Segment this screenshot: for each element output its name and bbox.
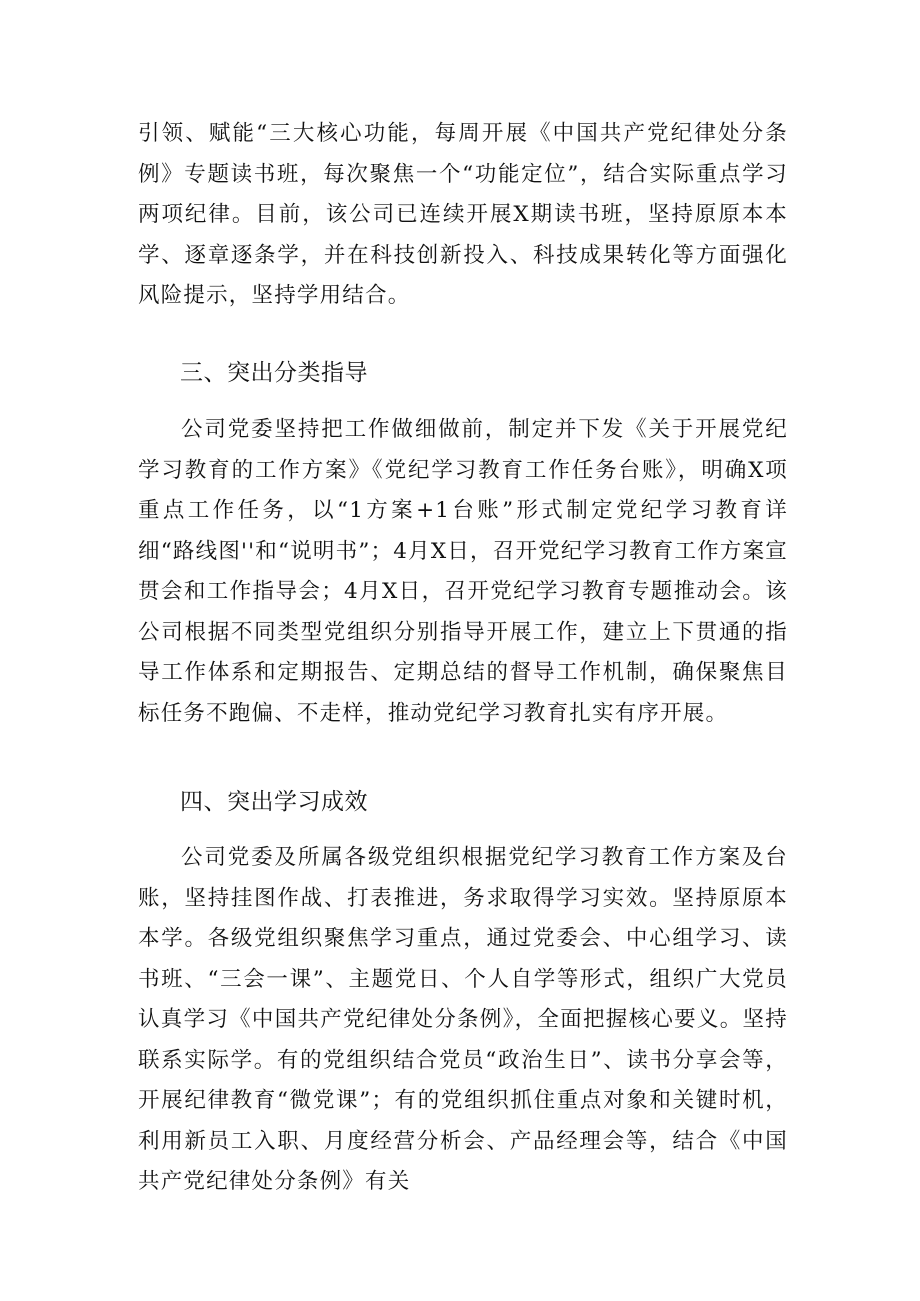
- section-heading-3: 三、突出分类指导: [180, 360, 368, 386]
- section-heading-4: 四、突出学习成效: [180, 789, 368, 815]
- paragraph-learning-results: 公司党委及所属各级党组织根据党纪学习教育工作方案及台账，坚持挂图作战、打表推进，务求取得学习实效。坚持原原本本学。各级党组织聚焦学习重点，通过党委会、中心组学习、读书班、“三会一课”、主题党日、个人自学等形式，组织广大党员认真学习《中国共产党纪律处分条例》，全面把握核心要义。坚持联系实际学。有的党组织结合党员“政治生日”、读书分享会等，开展纪律教育“微党课”；有的党组织抓住重点对象和关键时机，利用新员工入职、月度经营分析会、产品经理会等，结合《中国共产党纪律处分条例》有关: [138, 845, 788, 1194]
- paragraph-classification-guidance: 公司党委坚持把工作做细做前，制定并下发《关于开展党纪学习教育的工作方案》《党纪学习教育工作任务台账》，明确X项重点工作任务，以“1方案+1台账”形式制定党纪学习教育详细“路线图''和“说明书”；4月X日，召开党纪学习教育工作方案宣贯会和工作指导会；4月X日，召开党纪学习教育专题推动会。该公司根据不同类型党组织分别指导开展工作，建立上下贯通的指导工作体系和定期报告、定期总结的督导工作机制，确保聚焦目标任务不跑偏、不走样，推动党纪学习教育扎实有序开展。: [138, 417, 788, 726]
- paragraph-continued: 引领、赋能“三大核心功能，每周开展《中国共产党纪律处分条例》专题读书班，每次聚焦一个“功能定位”，结合实际重点学习两项纪律。目前，该公司已连续开展X期读书班，坚持原原本本学、逐章逐条学，并在科技创新投入、科技成果转化等方面强化风险提示，坚持学用结合。: [138, 121, 788, 308]
